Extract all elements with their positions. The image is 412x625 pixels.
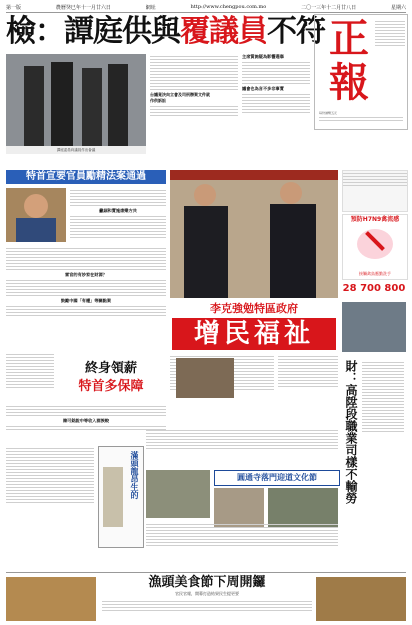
ad-box-1 — [342, 170, 408, 212]
logo-char-1: 正 — [329, 15, 369, 62]
li-big-title: 增民福祉 — [172, 318, 336, 350]
ceo-subhead: 籲細和實施康樂方共 — [99, 208, 137, 213]
elderly-title-2: 特首多保障 — [78, 379, 144, 394]
masthead-contact — [319, 111, 403, 123]
ceo-banner: 特首宣要官員勵精法案通過 — [6, 170, 166, 184]
food-photo-2 — [316, 577, 406, 621]
li-article-right — [278, 354, 338, 424]
issue-date: 二〇一三年十二月廿八日 — [301, 4, 357, 11]
ceo-subhead-2: 雷官的有妙家在財源？ — [65, 272, 107, 277]
masthead-info — [375, 19, 405, 48]
vertical-title: 財：高陞段職業司樣不輸勞 — [344, 360, 358, 504]
masthead — [314, 14, 408, 130]
logo-char-2: 報 — [329, 59, 369, 106]
ad-h7n9 — [342, 214, 408, 280]
subhead-2: 台議竟決向立會及司刑辦案文件就 — [150, 92, 210, 97]
handshake-photo — [170, 170, 338, 298]
masthead-logo — [325, 17, 373, 105]
article-headline-body — [150, 54, 238, 154]
policy-subhead: 陳可銘說中等收入群族較 — [62, 418, 110, 423]
li-banner: 李克強勉特區政府 — [210, 302, 298, 315]
lottery-ad — [98, 446, 144, 548]
site-url[interactable]: http://www.chengpou.com.mo — [190, 4, 267, 10]
food-photo-1 — [6, 577, 96, 621]
conference-photo — [176, 358, 234, 398]
main-headline — [6, 14, 325, 50]
elderly-title-1: 終身領薪 — [84, 361, 137, 376]
headline-part2: 覆議員 — [180, 14, 267, 49]
ceo-article-cont — [6, 246, 166, 346]
site-label: 網址 — [145, 4, 156, 11]
hotline-number: 28 700 800 — [342, 283, 406, 294]
price: 每份港幣五元 — [319, 111, 338, 115]
left-bottom-text — [6, 446, 94, 566]
headline-part1: 檢：譚庭供與 — [6, 14, 180, 49]
culture-article — [146, 522, 338, 566]
ceo-subhead-3: 鼓勵中國「有權」等關點案 — [60, 298, 112, 303]
bottom-section — [6, 572, 406, 624]
culture-banner: 圓通寺落門迎道文化節 — [214, 470, 340, 486]
lottery-title: 滿頭龍昂生的 — [130, 451, 139, 499]
subhead-4: 議會也為言不多非事實 — [242, 86, 284, 91]
article-right-body — [242, 54, 310, 154]
mid-lower-text — [146, 428, 338, 468]
bottom-banner: 漁頭美食節下周開鑼 — [148, 575, 266, 590]
headline-part3: 不符 — [267, 14, 325, 49]
lunar-date: 農曆癸巳年十一月廿六日 — [55, 4, 111, 11]
right-column — [342, 356, 406, 566]
ad-h7n9-title: 預防H7N9禽流感 — [343, 215, 407, 225]
weekday: 星期六 — [390, 4, 406, 11]
temple-photo — [146, 470, 210, 518]
elderly-heading — [56, 360, 166, 400]
edition-label: 第一版 — [6, 4, 22, 11]
elderly-article — [6, 404, 166, 444]
ad-h7n9-sub: 接觸禽鳥應勤洗手 — [359, 271, 391, 276]
meeting-photo — [6, 54, 146, 154]
subhead-1: 主席質詢疑為影響選舉 — [242, 54, 284, 59]
ceo-portrait — [6, 188, 66, 242]
top-bar — [6, 2, 406, 13]
meeting-caption: 譚庭委員向議員作出會議 — [6, 146, 146, 154]
subhead-3: 作供訴訟 — [150, 98, 166, 103]
bottom-sub: 官民官報，開幕打造結果民生提更要 — [175, 591, 239, 596]
photo-right-1 — [342, 302, 406, 352]
